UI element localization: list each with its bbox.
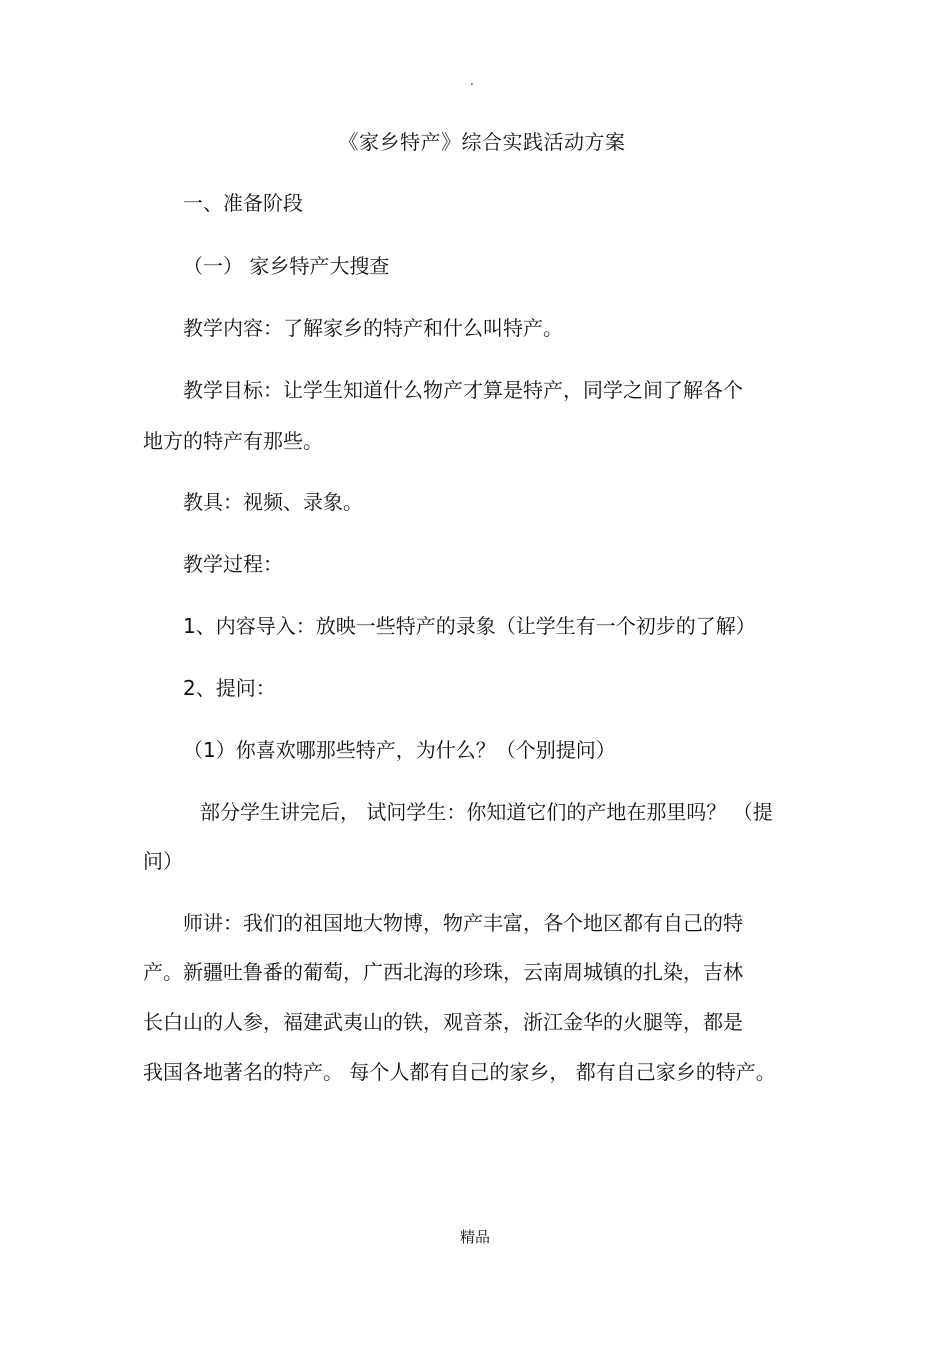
teaching-goal-line-2: 地方的特产有那些。: [143, 429, 323, 453]
footer-label: 精品: [459, 1228, 490, 1246]
teacher-line-2: 产。新疆吐鲁番的葡萄，广西北海的珍珠，云南周城镇的扎染，吉林: [143, 960, 743, 984]
section-heading: 一、准备阶段: [183, 191, 303, 215]
teacher-line-4: 我国各地著名的特产。 每个人都有自己的家乡， 都有自己家乡的特产。: [143, 1060, 776, 1084]
step-1: 1、内容导入：放映一些特产的录象（让学生有一个初步的了解）: [183, 614, 756, 638]
teacher-line-1: 师讲：我们的祖国地大物博，物产丰富，各个地区都有自己的特: [183, 911, 743, 935]
document-title: 《家乡特产》综合实践活动方案: [338, 130, 626, 154]
teaching-tools: 教具：视频、录象。: [183, 490, 363, 514]
teaching-process: 教学过程：: [183, 552, 283, 576]
header-dot: .: [470, 74, 474, 88]
teaching-content: 教学内容：了解家乡的特产和什么叫特产。: [183, 316, 563, 340]
followup-line-1: 部分学生讲完后， 试问学生：你知道它们的产地在那里吗？ （提: [200, 800, 773, 824]
teaching-goal-line-1: 教学目标：让学生知道什么物产才算是特产，同学之间了解各个: [183, 378, 743, 402]
followup-line-2: 问）: [143, 849, 183, 873]
step-2: 2、提问：: [183, 676, 276, 700]
teacher-line-3: 长白山的人参，福建武夷山的铁，观音茶，浙江金华的火腿等，都是: [143, 1010, 743, 1034]
question-1: （1）你喜欢哪那些特产，为什么？（个别提问）: [183, 738, 616, 762]
subsection-heading: （一） 家乡特产大搜查: [183, 254, 390, 278]
